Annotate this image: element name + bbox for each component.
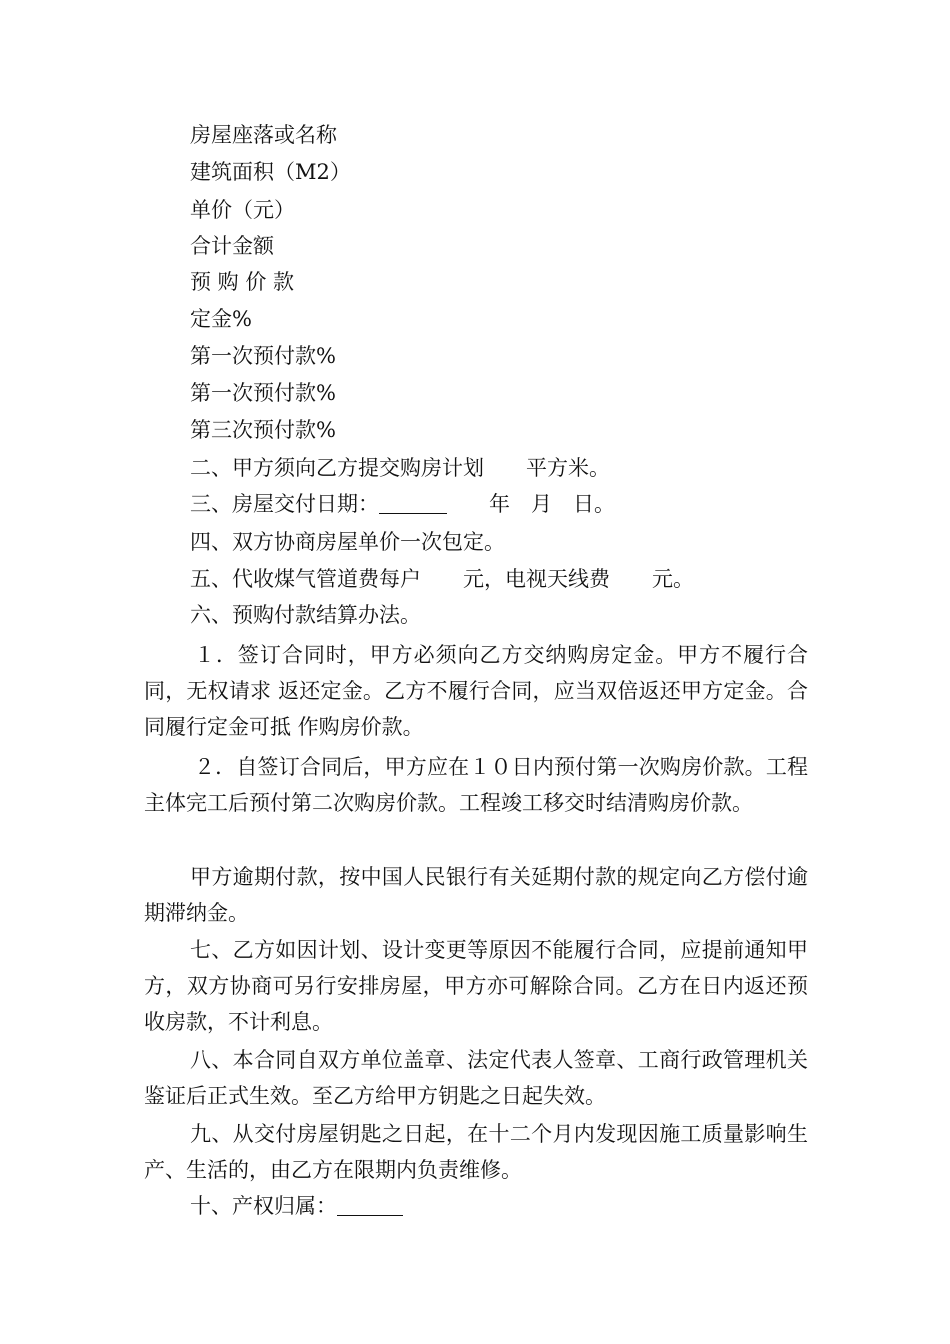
table-row-prepay-price: 预 购 价 款 [190,270,295,294]
clause-7: 七、乙方如因计划、设计变更等原因不能履行合同，应提前通知甲方，双方协商可另行安排房屋，甲方亦可解除合同。乙方在日内返还预收房款，不计利息。 [144,938,808,1034]
clause-3-suffix: 年 月 日。 [447,492,615,516]
clause-3-prefix: 三、房屋交付日期： [190,492,379,516]
table-row-location: 房屋座落或名称 [190,123,337,147]
clause-6-1: １．签订合同时，甲方必须向乙方交纳购房定金。甲方不履行合同，无权请求 返还定金。乙方不履行合同，应当双倍返还甲方定金。合同履行定金可抵 作购房价款。 [144,643,808,739]
delivery-date-blank [379,491,447,514]
clause-5: 五、代收煤气管道费每户 元，电视天线费 元。 [190,567,694,591]
clause-6-late-payment: 甲方逾期付款，按中国人民银行有关延期付款的规定向乙方偿付逾期滞纳金。 [144,865,808,925]
ownership-blank [337,1193,403,1216]
clause-9: 九、从交付房屋钥匙之日起，在十二个月内发现因施工质量影响生产、生活的，由乙方在限期内负责维修。 [144,1122,808,1182]
table-row-area: 建筑面积（M2） [190,160,351,184]
clause-6: 六、预购付款结算办法。 [190,603,421,627]
table-row-third-prepay: 第三次预付款% [190,418,336,442]
clause-4: 四、双方协商房屋单价一次包定。 [190,530,505,554]
table-row-first-prepay: 第一次预付款% [190,344,336,368]
table-row-first-prepay-dup: 第一次预付款% [190,381,336,405]
table-row-total: 合计金额 [190,234,274,258]
clause-8: 八、本合同自双方单位盖章、法定代表人签章、工商行政管理机关鉴证后正式生效。至乙方给甲方钥匙之日起失效。 [144,1048,808,1108]
clause-3 [190,490,615,518]
table-row-deposit: 定金% [190,307,252,331]
clause-10 [190,1192,403,1220]
clause-10-prefix: 十、产权归属： [190,1194,337,1218]
clause-2: 二、甲方须向乙方提交购房计划 平方米。 [190,456,610,480]
table-row-unit-price: 单价（元） [190,198,295,222]
clause-6-2: ２．自签订合同后，甲方应在１０日内预付第一次购房价款。工程主体完工后预付第二次购房价款。工程竣工移交时结清购房价款。 [144,755,808,815]
